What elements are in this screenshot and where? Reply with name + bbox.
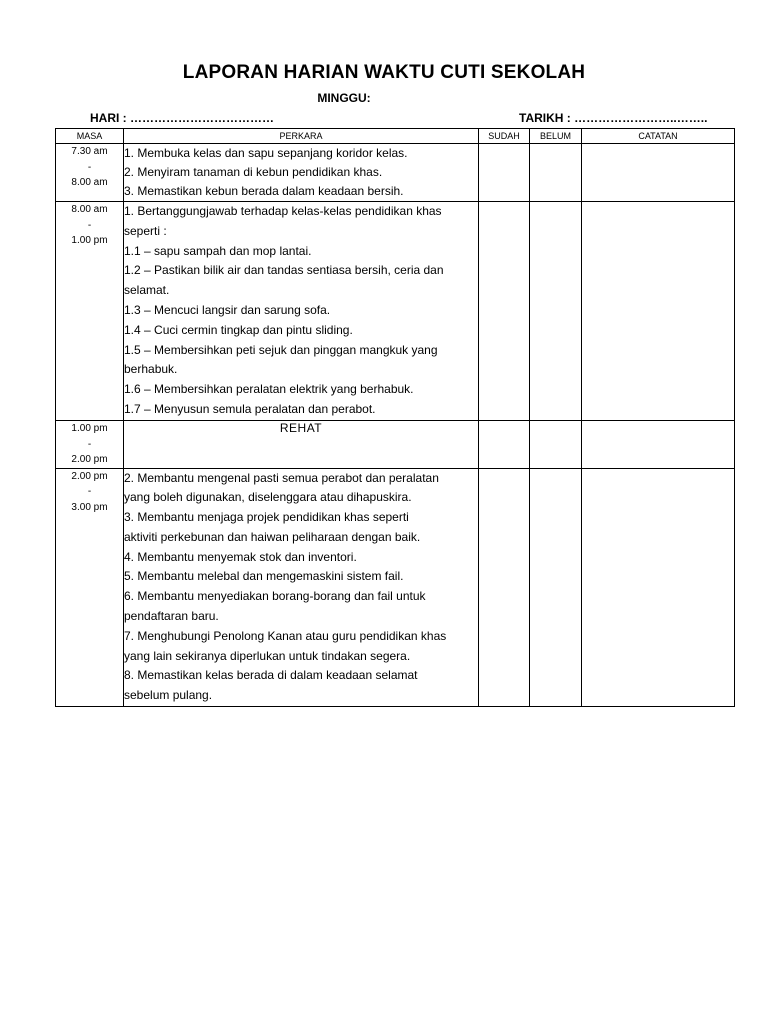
table-row (56, 421, 735, 469)
task-line: selamat. (124, 283, 170, 298)
belum-checkbox-cell[interactable] (530, 468, 582, 707)
date-field: TARIKH : ……………………..…….. (519, 111, 708, 125)
belum-checkbox-cell[interactable] (530, 421, 582, 469)
task-line: 1. Bertanggungjawab terhadap kelas-kelas pendidikan khas (124, 204, 442, 218)
task-line: 2. Membantu mengenal pasti semua perabot dan peralatan (124, 470, 439, 485)
task-line: pendaftaran baru. (124, 609, 219, 624)
report-title: LAPORAN HARIAN WAKTU CUTI SEKOLAH (182, 62, 586, 83)
belum-checkbox-cell[interactable] (530, 202, 582, 421)
task-line: 1.4 – Cuci cermin tingkap dan pintu sliding. (124, 322, 353, 337)
header-masa: MASA (56, 129, 124, 144)
task-line: 2. Menyiram tanaman di kebun pendidikan khas. (124, 165, 383, 179)
day-field: HARI : ……………………………… (90, 111, 274, 125)
time-end: 8.00 am (71, 177, 108, 188)
task-cell (124, 144, 479, 202)
task-line: 6. Membantu menyediakan borang-borang dan fail untuk (124, 589, 426, 604)
time-end: 3.00 pm (71, 501, 108, 513)
task-line: 3. Membantu menjaga projek pendidikan khas seperti (124, 510, 409, 525)
task-cell (124, 202, 479, 421)
table-row (56, 144, 735, 202)
header-sudah: SUDAH (479, 129, 530, 144)
task-line: 8. Memastikan kelas berada di dalam keadaan selamat (124, 668, 418, 683)
sudah-checkbox-cell[interactable] (479, 202, 530, 421)
task-line: 4. Membantu menyemak stok dan inventori. (124, 549, 357, 564)
table-row (56, 202, 735, 421)
task-line: aktiviti perkebunan dan haiwan peliharaan dengan baik. (124, 529, 421, 544)
task-line: 1.5 – Membersihkan peti sejuk dan pinggan mangkuk yang (124, 342, 438, 357)
time-separator: - (87, 219, 92, 231)
task-line: 1.7 – Menyusun semula peralatan dan perabot. (124, 401, 376, 416)
sudah-checkbox-cell[interactable] (479, 421, 530, 469)
belum-checkbox-cell[interactable] (530, 144, 582, 202)
table-row (56, 468, 735, 707)
time-cell (56, 421, 124, 469)
daily-report-table (55, 128, 735, 707)
task-line: yang boleh digunakan, diselenggara atau dihapuskira. (124, 490, 412, 505)
task-line: seperti : (124, 223, 167, 238)
time-cell (56, 144, 124, 202)
catatan-notes-cell[interactable] (582, 202, 735, 421)
task-line: yang lain sekiranya diperlukan untuk tindakan segera. (124, 648, 411, 663)
task-line: 7. Menghubungi Penolong Kanan atau guru pendidikan khas (124, 628, 447, 643)
time-cell (56, 468, 124, 707)
sudah-checkbox-cell[interactable] (479, 468, 530, 707)
time-start: 1.00 pm (71, 423, 108, 434)
time-cell (56, 202, 124, 421)
time-end: 1.00 pm (71, 235, 108, 246)
catatan-notes-cell[interactable] (582, 144, 735, 202)
header-catatan: CATATAN (582, 129, 735, 144)
task-line: sebelum pulang. (124, 688, 213, 703)
task-line: 1.3 – Mencuci langsir dan sarung sofa. (124, 302, 331, 317)
break-cell: REHAT (124, 421, 479, 469)
task-line: 1.1 – sapu sampah dan mop lantai. (124, 243, 312, 258)
time-start: 2.00 pm (71, 470, 108, 482)
time-end: 2.00 pm (71, 454, 108, 465)
catatan-notes-cell[interactable] (582, 468, 735, 707)
task-line: 1.2 – Pastikan bilik air dan tandas sentiasa bersih, ceria dan (124, 263, 444, 278)
sudah-checkbox-cell[interactable] (479, 144, 530, 202)
table-header-row (56, 129, 735, 144)
task-line: 5. Membantu melebal dan mengemaskini sistem fail. (124, 569, 404, 584)
time-start: 8.00 am (71, 204, 108, 215)
task-line: 1. Membuka kelas dan sapu sepanjang koridor kelas. (124, 146, 408, 160)
time-separator: - (87, 161, 92, 173)
header-perkara: PERKARA (124, 129, 479, 144)
time-separator: - (87, 486, 92, 497)
catatan-notes-cell[interactable] (582, 421, 735, 469)
header-belum: BELUM (530, 129, 582, 144)
time-start: 7.30 am (71, 146, 108, 157)
week-label: MINGGU: (317, 91, 371, 105)
task-line: 3. Memastikan kebun berada dalam keadaan bersih. (124, 184, 404, 198)
task-cell (124, 468, 479, 707)
task-line: 1.6 – Membersihkan peralatan elektrik yang berhabuk. (124, 382, 414, 397)
time-separator: - (87, 438, 92, 450)
task-line: berhabuk. (124, 362, 178, 377)
